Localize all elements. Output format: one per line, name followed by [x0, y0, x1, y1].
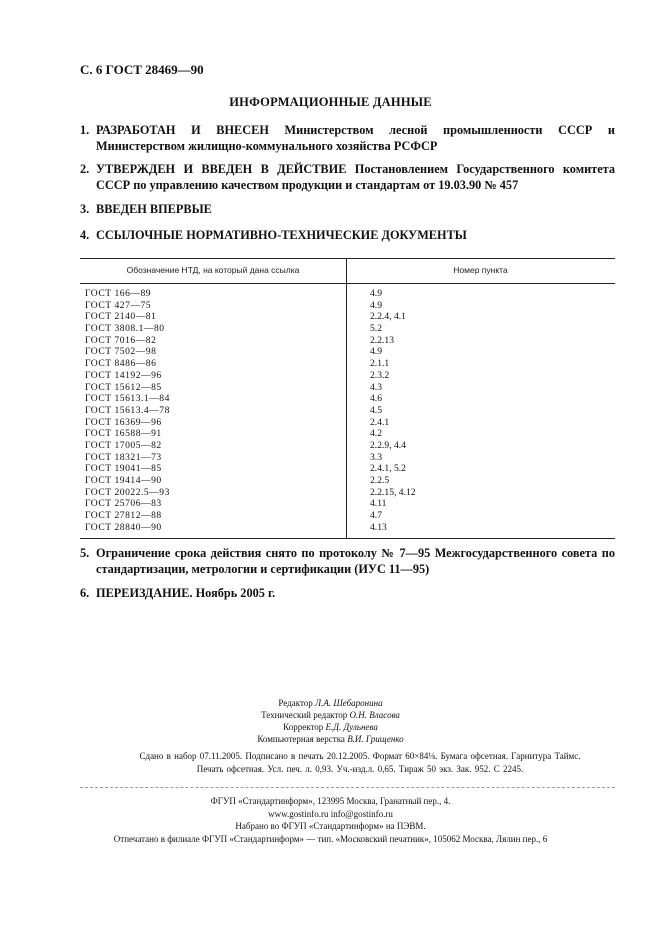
- table-cell-designation: ГОСТ 19414—90: [85, 475, 162, 486]
- table-cell-designation: ГОСТ 15613.1—84: [85, 393, 170, 405]
- table-row: [80, 358, 615, 370]
- table-cell-clause: 4.11: [370, 498, 387, 510]
- table-cell-clause: 4.9: [370, 299, 382, 311]
- table-cell-clause: 4.2: [370, 428, 382, 440]
- item-number: 4.: [80, 228, 90, 242]
- credit-proofreader: Корректор Е.Д. Дульнева: [283, 722, 378, 732]
- address-line-4: Отпечатано в филиале ФГУП «Стандартинформ» — тип. «Московский печатник», 105062 Москва, Лялин пер., 6: [113, 833, 548, 844]
- credits-block: [0, 697, 661, 745]
- item-text: Ограничение срока действия снято по протоколу № 7—95 Межгосударственного совета по стандартизации, метрологии и сертификации (ИУС 11—95): [96, 546, 615, 576]
- info-item-4: [80, 227, 615, 243]
- page-header: С. 6 ГОСТ 28469—90: [80, 62, 204, 77]
- table-row: [80, 382, 615, 394]
- table-header-clause: Номер пункта: [453, 265, 508, 275]
- table-cell-clause: 2.2.4, 4.1: [370, 311, 406, 323]
- table-cell-clause: 2.3.2: [370, 369, 390, 381]
- table-cell-clause: 2.2.13: [370, 334, 394, 346]
- table-cell-designation: ГОСТ 8486—86: [85, 358, 157, 370]
- table-row: [80, 335, 615, 347]
- address-line-1: ФГУП «Стандартинформ», 123995 Москва, Гранатный пер., 4.: [210, 796, 451, 806]
- publication-line-1: Сдано в набор 07.11.2005. Подписано в печать 20.12.2005. Формат 60×84⅛. Бумага офсетная. Гарнитура Таймс.: [139, 751, 581, 761]
- table-cell-clause: 4.7: [370, 510, 382, 522]
- address-line-2: www.gostinfo.ru info@gostinfo.ru: [268, 808, 393, 819]
- info-item-5: [80, 545, 615, 577]
- table-cell-designation: ГОСТ 3808.1—80: [85, 323, 165, 335]
- item-number: 1.: [80, 123, 90, 137]
- table-cell-designation: ГОСТ 20022.5—93: [85, 486, 170, 498]
- credit-editor: Редактор Л.А. Шебаронина: [278, 698, 383, 708]
- table-cell-clause: 4.5: [370, 404, 382, 416]
- publication-info: [70, 750, 650, 776]
- item-number: 6.: [80, 586, 90, 600]
- info-item-3: [80, 201, 615, 217]
- table-cell-designation: ГОСТ 15613.4—78: [85, 404, 170, 416]
- table-cell-clause: 3.3: [370, 451, 382, 463]
- table-row: [80, 510, 615, 522]
- table-cell-designation: ГОСТ 17005—82: [85, 439, 162, 451]
- table-row: [80, 417, 615, 429]
- table-cell-clause: 4.3: [370, 381, 382, 393]
- table-cell-clause: 2.2.9, 4.4: [370, 439, 406, 451]
- table-cell-designation: ГОСТ 25706—83: [85, 498, 162, 510]
- table-cell-designation: ГОСТ 166—89: [85, 288, 152, 299]
- item-number: 5.: [80, 546, 90, 560]
- item-number: 3.: [80, 202, 90, 216]
- table-cell-clause: 4.6: [370, 393, 382, 405]
- item-text: РАЗРАБОТАН И ВНЕСЕН Министерством лесной промышленности СССР и Министерством жилищно-коммунального хозяйства РСФСР: [96, 123, 615, 153]
- table-row: [80, 440, 615, 452]
- info-item-6: [80, 585, 615, 601]
- table-cell-clause: 4.9: [370, 288, 382, 299]
- table-cell-designation: ГОСТ 427—75: [85, 299, 152, 311]
- item-text: УТВЕРЖДЕН И ВВЕДЕН В ДЕЙСТВИЕ Постановлением Государственного комитета СССР по управлению качеством продукции и стандартам от 19.03.90 № 457: [96, 162, 615, 192]
- table-cell-clause: 2.1.1: [370, 358, 390, 370]
- table-cell-designation: ГОСТ 27812—88: [85, 510, 162, 522]
- table-row: [80, 522, 615, 534]
- table-row: [80, 288, 615, 300]
- table-row: [80, 393, 615, 405]
- item-number: 2.: [80, 162, 90, 176]
- address-line-3: Набрано во ФГУП «Стандартинформ» на ПЭВМ.: [235, 821, 426, 831]
- table-row: [80, 463, 615, 475]
- table-cell-clause: 2.2.15, 4.12: [370, 486, 416, 498]
- publication-line-2: Печать офсетная. Усл. печ. л. 0,93. Уч.-изд.л. 0,65. Тираж 50 экз. Зак. 952. С 2245.: [196, 764, 524, 774]
- table-row: [80, 311, 615, 323]
- table-cell-designation: ГОСТ 19041—85: [85, 463, 162, 475]
- table-cell-clause: 4.9: [370, 346, 382, 358]
- credit-tech-editor: Технический редактор О.Н. Власова: [261, 710, 400, 720]
- table-cell-clause: 5.2: [370, 323, 382, 335]
- table-cell-designation: ГОСТ 16369—96: [85, 416, 162, 428]
- table-row: [80, 498, 615, 510]
- table-row: [80, 323, 615, 335]
- table-row: [80, 487, 615, 499]
- item-text: ССЫЛОЧНЫЕ НОРМАТИВНО-ТЕХНИЧЕСКИЕ ДОКУМЕНТЫ: [96, 228, 467, 242]
- table-cell-clause: 2.4.1: [370, 416, 390, 428]
- table-row: [80, 370, 615, 382]
- table-body: [80, 288, 615, 533]
- footer-divider: [80, 787, 615, 788]
- table-cell-clause: 2.4.1, 5.2: [370, 463, 406, 475]
- table-cell-designation: ГОСТ 18321—73: [85, 451, 162, 463]
- table-row: [80, 475, 615, 487]
- info-item-1: [80, 122, 615, 154]
- table-cell-clause: 2.2.5: [370, 475, 390, 486]
- table-row: [80, 300, 615, 312]
- table-cell-designation: ГОСТ 7502—98: [85, 346, 157, 358]
- table-cell-designation: ГОСТ 15612—85: [85, 381, 162, 393]
- item-text: ВВЕДЕН ВПЕРВЫЕ: [96, 202, 212, 216]
- publisher-address: [0, 795, 661, 845]
- section-title: ИНФОРМАЦИОННЫЕ ДАННЫЕ: [229, 95, 432, 109]
- table-cell-designation: ГОСТ 2140—81: [85, 311, 157, 323]
- table-row: [80, 452, 615, 464]
- table-cell-designation: ГОСТ 16588—91: [85, 428, 162, 440]
- table-cell-designation: ГОСТ 28840—90: [85, 521, 162, 533]
- item-text: ПЕРЕИЗДАНИЕ. Ноябрь 2005 г.: [96, 586, 276, 600]
- table-row: [80, 405, 615, 417]
- table-cell-clause: 4.13: [370, 521, 387, 533]
- reference-table: [80, 258, 615, 539]
- table-row: [80, 346, 615, 358]
- table-cell-designation: ГОСТ 7016—82: [85, 334, 157, 346]
- table-header-divider: [80, 283, 615, 284]
- credit-layout: Компьютерная верстка В.И. Грищенко: [257, 734, 404, 744]
- table-header-designation: Обозначение НТД, на который дана ссылка: [126, 265, 300, 275]
- table-cell-designation: ГОСТ 14192—96: [85, 369, 162, 381]
- info-item-2: [80, 161, 615, 193]
- table-row: [80, 428, 615, 440]
